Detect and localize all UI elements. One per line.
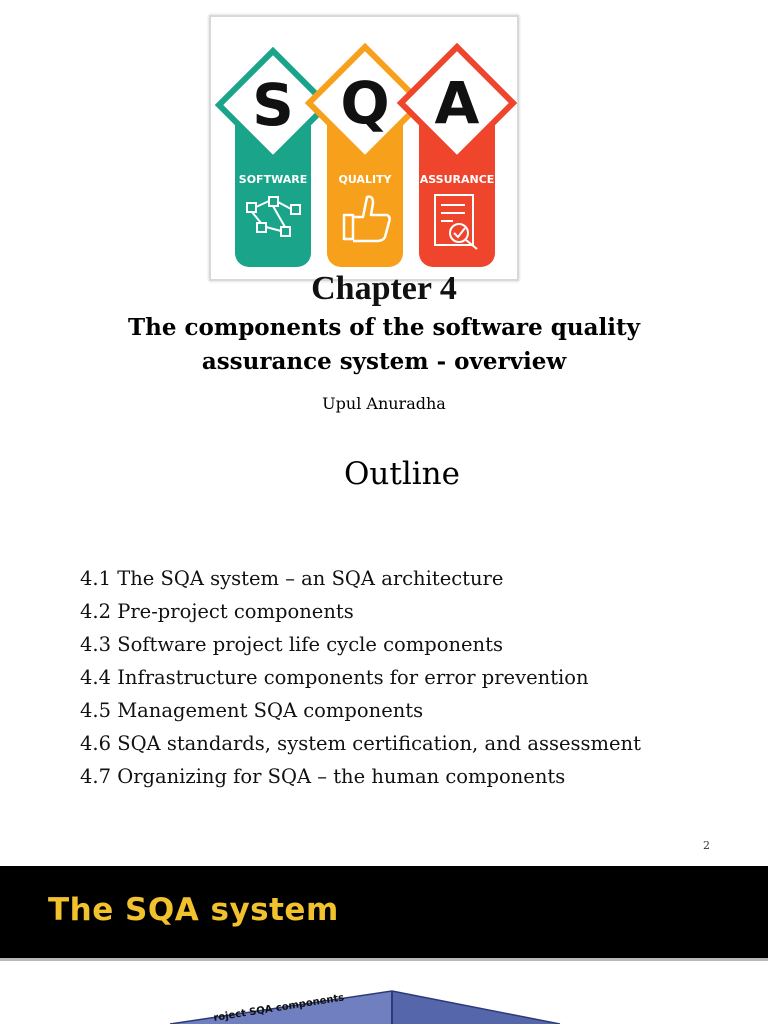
outline-slide	[0, 432, 768, 864]
sqa-logo	[209, 15, 519, 281]
logo-letter-s: S	[252, 71, 294, 139]
diagram-label: roject SQA components	[212, 992, 345, 1024]
subtitle-line-1: The components of the software quality	[128, 314, 640, 341]
logo-word-assurance: ASSURANCE	[419, 173, 495, 186]
quality-column	[309, 47, 421, 267]
outline-title: Outline	[344, 456, 460, 492]
software-column	[219, 51, 327, 267]
title-slide	[0, 0, 768, 432]
outline-item: 4.6 SQA standards, system certification, and assessment	[80, 732, 641, 755]
chapter-heading: Chapter 4	[311, 270, 457, 307]
outline-item: 4.1 The SQA system – an SQA architecture	[80, 567, 504, 590]
slide-header-bar	[0, 866, 768, 958]
outline-item: 4.5 Management SQA components	[80, 699, 424, 722]
logo-letter-q: Q	[340, 69, 390, 137]
sqa-system-slide	[0, 866, 768, 1024]
logo-letter-a: A	[434, 69, 480, 137]
logo-word-quality: QUALITY	[338, 173, 392, 186]
author-name: Upul Anuradha	[322, 394, 446, 413]
logo-word-software: SOFTWARE	[238, 173, 308, 186]
subtitle-line-2: assurance system - overview	[201, 348, 567, 375]
outline-item: 4.7 Organizing for SQA – the human components	[80, 765, 566, 788]
assurance-column	[401, 47, 513, 267]
page-number: 2	[703, 839, 710, 852]
chapter-subtitle	[100, 311, 668, 379]
sqa-architecture-diagram	[0, 961, 768, 1024]
slide-title: The SQA system	[48, 892, 339, 928]
outline-item: 4.3 Software project life cycle components	[80, 633, 503, 656]
outline-list	[80, 562, 641, 793]
outline-item: 4.4 Infrastructure components for error prevention	[80, 666, 589, 689]
outline-item: 4.2 Pre-project components	[80, 600, 354, 623]
